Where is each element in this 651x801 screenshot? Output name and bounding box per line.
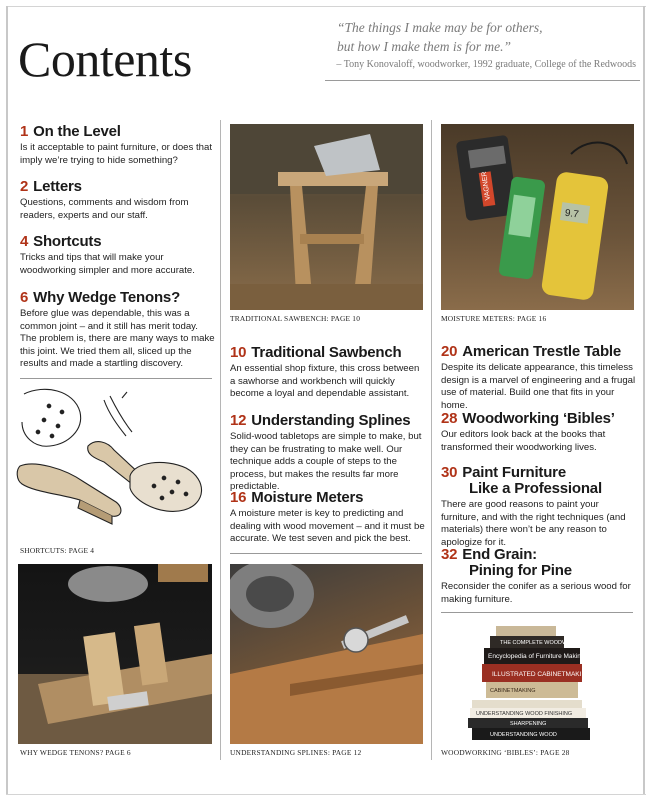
photo-moisture-meters	[441, 124, 634, 310]
entry-title: Traditional Sawbench	[251, 344, 402, 361]
book-spine-6: SHARPENING	[510, 721, 547, 727]
entry-description: An essential shop fixture, this cross between a sawhorse and workbench will quickly become a loyal and dependable assistant.	[230, 363, 420, 399]
page-frame-bottom	[6, 794, 646, 795]
book-spine-3: ILLUSTRATED CABINETMAKING	[492, 671, 592, 678]
book-spine-2: Encyclopedia of Furniture Making	[488, 653, 585, 660]
entry-heading	[230, 345, 425, 361]
entry-page-number: 16	[230, 489, 247, 506]
book-stack-image	[466, 624, 596, 744]
caption-moisture-meters: MOISTURE METERS: PAGE 16	[441, 314, 547, 323]
book-spine-5: UNDERSTANDING WOOD FINISHING	[476, 711, 573, 717]
quote-underline	[325, 80, 640, 81]
entry-page-number: 20	[441, 343, 458, 360]
entry-title: Paint Furniture	[462, 464, 566, 481]
quote-line-2: but how I make them is for me.”	[337, 39, 511, 54]
book-spine-1: THE COMPLETE WOODWORKER	[500, 640, 587, 646]
caption-splines: UNDERSTANDING SPLINES: PAGE 12	[230, 748, 362, 757]
splines-image	[230, 564, 423, 744]
entry-title: Woodworking ‘Bibles’	[462, 410, 615, 427]
toc-entry-moisture-meters[interactable]	[230, 490, 425, 546]
photo-wedge-tenons	[18, 564, 212, 744]
entry-title: Shortcuts	[33, 233, 102, 250]
section-rule	[20, 378, 212, 379]
entry-heading	[441, 547, 636, 579]
entry-heading	[20, 179, 215, 195]
entry-title: On the Level	[33, 123, 121, 140]
entry-page-number: 32	[441, 546, 458, 563]
book-spine-4: CABINETMAKING	[490, 688, 536, 694]
entry-page-number: 28	[441, 410, 458, 427]
entry-title: Why Wedge Tenons?	[33, 289, 181, 306]
entry-heading	[230, 490, 425, 506]
toc-entry-sawbench[interactable]	[230, 345, 425, 401]
quote-attribution: – Tony Konovaloff, woodworker, 1992 graduate, College of the Redwoods	[336, 59, 636, 70]
entry-page-number: 4	[20, 233, 29, 250]
toc-entry-trestle-table[interactable]	[441, 344, 636, 412]
quote-text	[337, 18, 542, 56]
page-title: Contents	[18, 31, 192, 87]
entry-heading	[441, 411, 636, 427]
toc-entry-end-grain[interactable]	[441, 547, 636, 606]
caption-sawbench: TRADITIONAL SAWBENCH: PAGE 10	[230, 314, 361, 323]
sawbench-image	[230, 124, 423, 310]
shortcuts-illustration	[14, 384, 214, 542]
entry-title: Understanding Splines	[251, 412, 411, 429]
entry-heading	[20, 234, 215, 250]
entry-page-number: 30	[441, 464, 458, 481]
toc-entry-splines[interactable]	[230, 413, 425, 494]
entry-description: Reconsider the conifer as a serious wood for making furniture.	[441, 581, 631, 605]
entry-description: Despite its delicate appearance, this timeless design is a marvel of engineering and a frugal use of material. Build one that fits in your home.	[441, 362, 636, 411]
entry-heading	[20, 124, 215, 140]
column-rule-2	[431, 120, 432, 760]
toc-entry-on-the-level[interactable]	[20, 124, 215, 167]
caption-woodworking-bibles: WOODWORKING ‘BIBLES’: PAGE 28	[441, 748, 570, 757]
entry-page-number: 12	[230, 412, 247, 429]
moisture-meters-image	[441, 124, 634, 310]
entry-title: Letters	[33, 178, 82, 195]
toc-entry-wedge-tenons[interactable]	[20, 290, 215, 371]
caption-shortcuts: SHORTCUTS: PAGE 4	[20, 546, 95, 555]
orange-meter-label: VAGNER	[481, 170, 492, 201]
entry-heading	[441, 465, 636, 497]
entry-description: Questions, comments and wisdom from readers, experts and our staff.	[20, 197, 189, 221]
entry-description: Tricks and tips that will make your woodworking simpler and more accurate.	[20, 252, 195, 276]
entry-description: Solid-wood tabletops are simple to make, but they can be frustrating to make well. Our technique adds a couple of steps to the process, but makes the results far more predictable.	[230, 431, 422, 492]
section-rule	[230, 553, 422, 554]
section-rule	[441, 612, 633, 613]
wedge-tenon-image	[18, 564, 212, 744]
page-frame-left	[6, 6, 8, 795]
entry-title: End Grain:	[462, 546, 537, 563]
toc-entry-shortcuts[interactable]	[20, 234, 215, 277]
page-frame-right	[643, 6, 645, 795]
photo-splines	[230, 564, 423, 744]
yellow-meter-reading: 9.7	[564, 207, 580, 221]
entry-title: Moisture Meters	[251, 489, 364, 506]
entry-page-number: 2	[20, 178, 29, 195]
entry-heading	[230, 413, 425, 429]
quote-line-1: “The things I make may be for others,	[337, 20, 543, 35]
entry-description: Before glue was dependable, this was a common joint – and it still has merit today. The problem is, there are many ways to make this joint. We tried them all, sliced up the results and made a startling discovery.	[20, 308, 215, 369]
book-spine-7: UNDERSTANDING WOOD	[490, 732, 557, 738]
entry-title-line-2: Like a Professional	[469, 480, 602, 497]
entry-page-number: 6	[20, 289, 29, 306]
entry-description: Is it acceptable to paint furniture, or does that imply we’re trying to hide something?	[20, 142, 212, 166]
entry-description: There are good reasons to paint your furniture, and with the right techniques (and materials) there won’t be any reason to apologize for it.	[441, 499, 626, 548]
entry-page-number: 1	[20, 123, 29, 140]
page-frame-top	[6, 6, 646, 7]
entry-description: Our editors look back at the books that transformed their woodworking lives.	[441, 429, 606, 453]
column-rule-1	[220, 120, 221, 760]
photo-sawbench	[230, 124, 423, 310]
entry-description: A moisture meter is key to predicting and dealing with wood movement – and it must be accurate. We test seven and pick the best.	[230, 508, 425, 544]
entry-heading	[441, 344, 636, 360]
entry-page-number: 10	[230, 344, 247, 361]
toc-entry-letters[interactable]	[20, 179, 215, 222]
toc-entry-woodworking-bibles[interactable]	[441, 411, 636, 454]
toc-entry-paint-furniture[interactable]	[441, 465, 636, 549]
entry-title-line-2: Pining for Pine	[469, 562, 572, 579]
entry-title: American Trestle Table	[462, 343, 622, 360]
caption-wedge-tenons: WHY WEDGE TENONS? PAGE 6	[20, 748, 131, 757]
entry-heading	[20, 290, 215, 306]
pull-quote	[325, 14, 640, 76]
